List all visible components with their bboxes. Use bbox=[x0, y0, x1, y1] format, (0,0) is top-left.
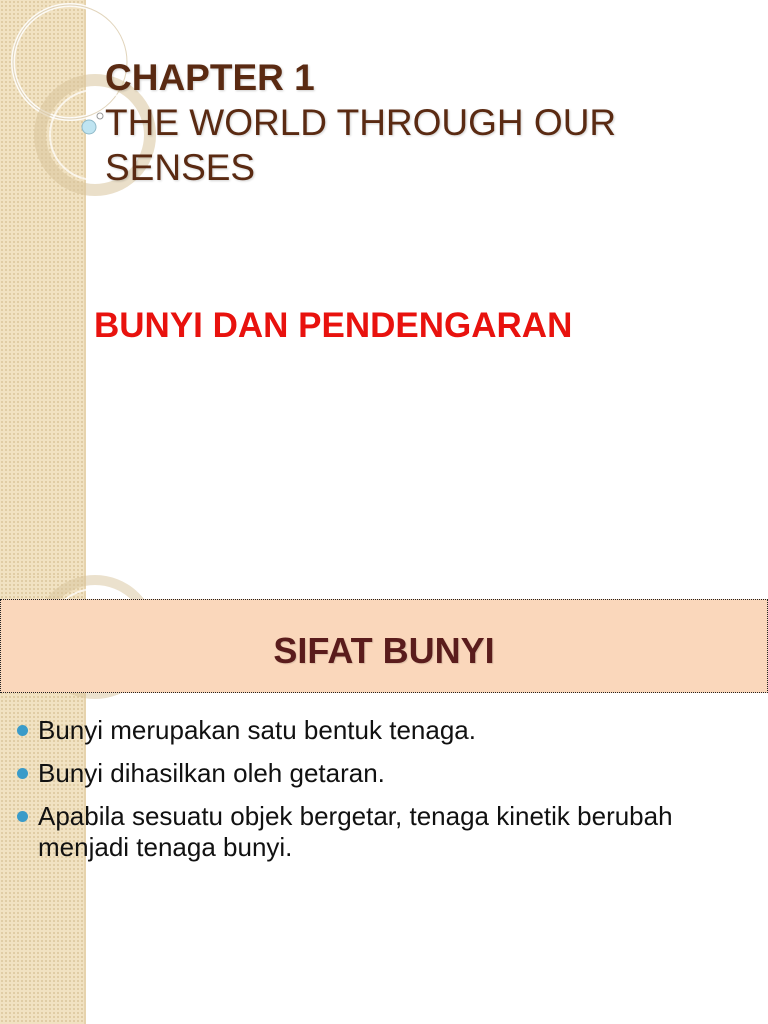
title-topic-line-1: THE WORLD THROUGH OUR bbox=[105, 102, 617, 143]
list-item bbox=[17, 758, 717, 789]
side-strip bbox=[0, 0, 86, 575]
bullet-text: Apabila sesuatu objek bergetar, tenaga kinetik berubah menjadi tenaga bunyi. bbox=[38, 801, 673, 862]
list-item bbox=[17, 801, 717, 863]
bullet-dot-icon bbox=[17, 725, 28, 736]
title-topic-line-2: SENSES bbox=[105, 147, 256, 188]
bullet-text: Bunyi dihasilkan oleh getaran. bbox=[38, 758, 385, 788]
list-item bbox=[17, 715, 717, 746]
bullet-list bbox=[17, 715, 717, 875]
bullet-dot-icon bbox=[17, 768, 28, 779]
slide-subtitle: BUNYI DAN PENDENGARAN bbox=[94, 306, 573, 345]
bullet-dot-icon bbox=[17, 811, 28, 822]
section-title: SIFAT BUNYI bbox=[273, 629, 495, 671]
title-chapter: CHAPTER 1 bbox=[105, 57, 315, 98]
bullet-text: Bunyi merupakan satu bentuk tenaga. bbox=[38, 715, 476, 745]
slide-title bbox=[105, 55, 616, 190]
slide-2 bbox=[0, 575, 768, 1024]
